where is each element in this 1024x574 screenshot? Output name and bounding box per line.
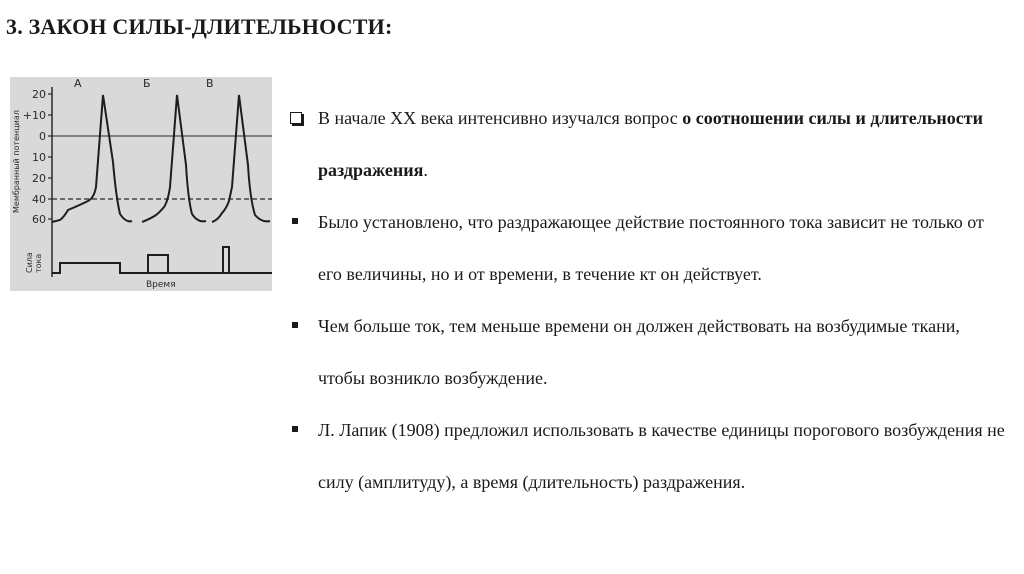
y-tick-label: 20 (32, 172, 46, 185)
panel-label-c: В (206, 77, 214, 90)
list-item (290, 404, 1010, 508)
bullet-text: Было установлено, что раздражающее действие постоянного тока зависит не только от его величины, но и от времени, в течение кт он действует. (318, 212, 984, 284)
action-potential-trace-a (52, 95, 132, 222)
action-potential-diagram (10, 77, 272, 291)
stim-axis-label-line1: Сила (25, 252, 34, 273)
bullet-text: Л. Лапик (1908) предложил использовать в качестве единицы порогового возбуждения не силу (амплитуду), а время (длительность) раздражения. (318, 420, 1005, 492)
stimulus-baseline (52, 263, 272, 273)
stim-axis-label-line2: тока (34, 253, 43, 273)
y-tick-label: 10 (32, 151, 46, 164)
y-tick-label: 0 (39, 130, 46, 143)
action-potential-figure (10, 77, 272, 291)
stimulus-pulse-c (223, 247, 229, 273)
y-tick-label: 20 (32, 88, 46, 101)
y-tick-label: +10 (22, 109, 46, 122)
action-potential-traces (52, 95, 270, 222)
bullet-list (290, 92, 1010, 508)
list-item (290, 92, 1010, 196)
square-bullet-icon (292, 426, 298, 432)
panel-label-b: Б (143, 77, 151, 90)
y-axis-label: Мембранный потенциал (12, 110, 21, 213)
square-bullet-icon (292, 218, 298, 224)
action-potential-trace-b (142, 95, 206, 222)
action-potential-trace-c (212, 95, 270, 222)
bullet-text: В начале XX века интенсивно изучался вопрос (318, 108, 683, 128)
panel-label-a: А (74, 77, 82, 90)
checkbox-icon (290, 112, 302, 124)
x-axis-label: Время (146, 280, 176, 290)
stimulus-pulse-b (148, 255, 168, 273)
y-tick-label: 40 (32, 193, 46, 206)
bullet-text-bold: о соотношении силы и длительности раздражения (318, 108, 983, 180)
list-item (290, 196, 1010, 300)
page-title: 3. ЗАКОН СИЛЫ-ДЛИТЕЛЬНОСТИ: (6, 14, 393, 39)
y-tick-label: 60 (32, 213, 46, 226)
bullet-text: . (423, 160, 428, 180)
square-bullet-icon (292, 322, 298, 328)
bullet-text: Чем больше ток, тем меньше времени он должен действовать на возбудимые ткани, чтобы возникло возбуждение. (318, 316, 960, 388)
list-item (290, 300, 1010, 404)
